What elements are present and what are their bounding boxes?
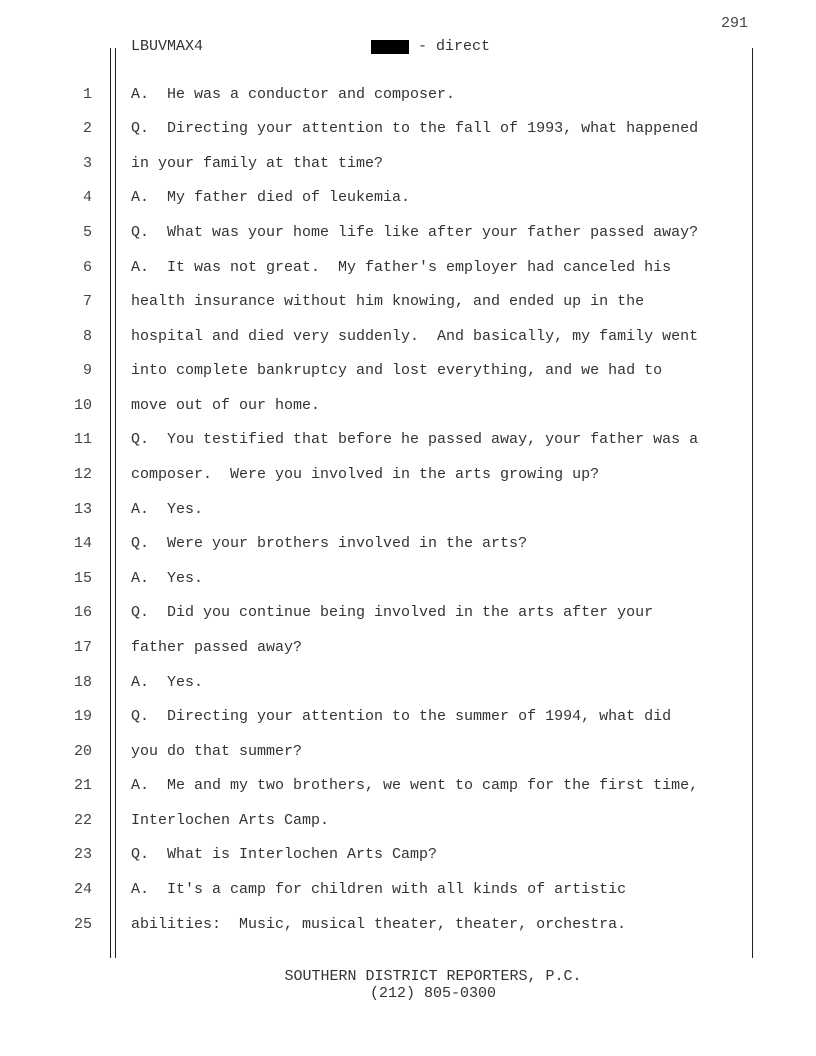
reporter-phone: (212) 805-0300	[369, 985, 497, 1002]
transcript-line: A. My father died of leukemia.	[131, 189, 411, 206]
line-number: 22	[73, 812, 92, 829]
page-number: 291	[720, 15, 748, 32]
transcript-line: Q. Were your brothers involved in the arts?	[131, 535, 528, 552]
line-number: 16	[73, 604, 92, 621]
transcript-line: A. He was a conductor and composer.	[131, 86, 456, 103]
transcript-line: A. Me and my two brothers, we went to camp for the first time,	[131, 777, 699, 794]
transcript-line: A. Yes.	[131, 674, 204, 691]
transcript-line: abilities: Music, musical theater, theater, orchestra.	[131, 916, 627, 933]
line-number: 15	[73, 570, 92, 587]
line-number: 21	[73, 777, 92, 794]
transcript-line: you do that summer?	[131, 743, 303, 760]
line-number: 19	[73, 708, 92, 725]
transcript-line: Q. You testified that before he passed away, your father was a	[131, 431, 699, 448]
transcript-line: A. Yes.	[131, 501, 204, 518]
line-number: 20	[73, 743, 92, 760]
line-number: 13	[73, 501, 92, 518]
transcript-line: hospital and died very suddenly. And basically, my family went	[131, 328, 699, 345]
line-number: 8	[82, 328, 92, 345]
transcript-line: in your family at that time?	[131, 155, 384, 172]
line-number: 12	[73, 466, 92, 483]
transcript-line: Q. Directing your attention to the fall of 1993, what happened	[131, 120, 699, 137]
line-number: 1	[82, 86, 92, 103]
line-number: 18	[73, 674, 92, 691]
transcript-line: composer. Were you involved in the arts growing up?	[131, 466, 600, 483]
line-number: 7	[82, 293, 92, 310]
reporter-name: SOUTHERN DISTRICT REPORTERS, P.C.	[284, 968, 582, 985]
transcript-line: into complete bankruptcy and lost everything, and we had to	[131, 362, 663, 379]
transcript-line: health insurance without him knowing, and ended up in the	[131, 293, 645, 310]
transcript-line: father passed away?	[131, 639, 303, 656]
transcript-line: Q. Directing your attention to the summer of 1994, what did	[131, 708, 672, 725]
transcript-line: Q. What was your home life like after your father passed away?	[131, 224, 699, 241]
line-number: 3	[82, 155, 92, 172]
case-code: LBUVMAX4	[131, 38, 204, 55]
line-number: 14	[73, 535, 92, 552]
line-number: 2	[82, 120, 92, 137]
transcript-line: A. It was not great. My father's employer had canceled his	[131, 259, 672, 276]
section-label: - direct	[418, 38, 491, 55]
transcript-line: A. It's a camp for children with all kinds of artistic	[131, 881, 627, 898]
transcript-line: Q. What is Interlochen Arts Camp?	[131, 846, 438, 863]
transcript-line: move out of our home.	[131, 397, 321, 414]
line-number: 6	[82, 259, 92, 276]
line-number: 25	[73, 916, 92, 933]
line-number: 23	[73, 846, 92, 863]
line-number: 9	[82, 362, 92, 379]
line-number: 17	[73, 639, 92, 656]
line-number: 11	[73, 431, 92, 448]
transcript-line: A. Yes.	[131, 570, 204, 587]
line-number: 24	[73, 881, 92, 898]
line-number: 10	[73, 397, 92, 414]
line-number: 5	[82, 224, 92, 241]
footer	[0, 968, 816, 1002]
line-number: 4	[82, 189, 92, 206]
transcript-line: Interlochen Arts Camp.	[131, 812, 330, 829]
transcript-line: Q. Did you continue being involved in the arts after your	[131, 604, 654, 621]
